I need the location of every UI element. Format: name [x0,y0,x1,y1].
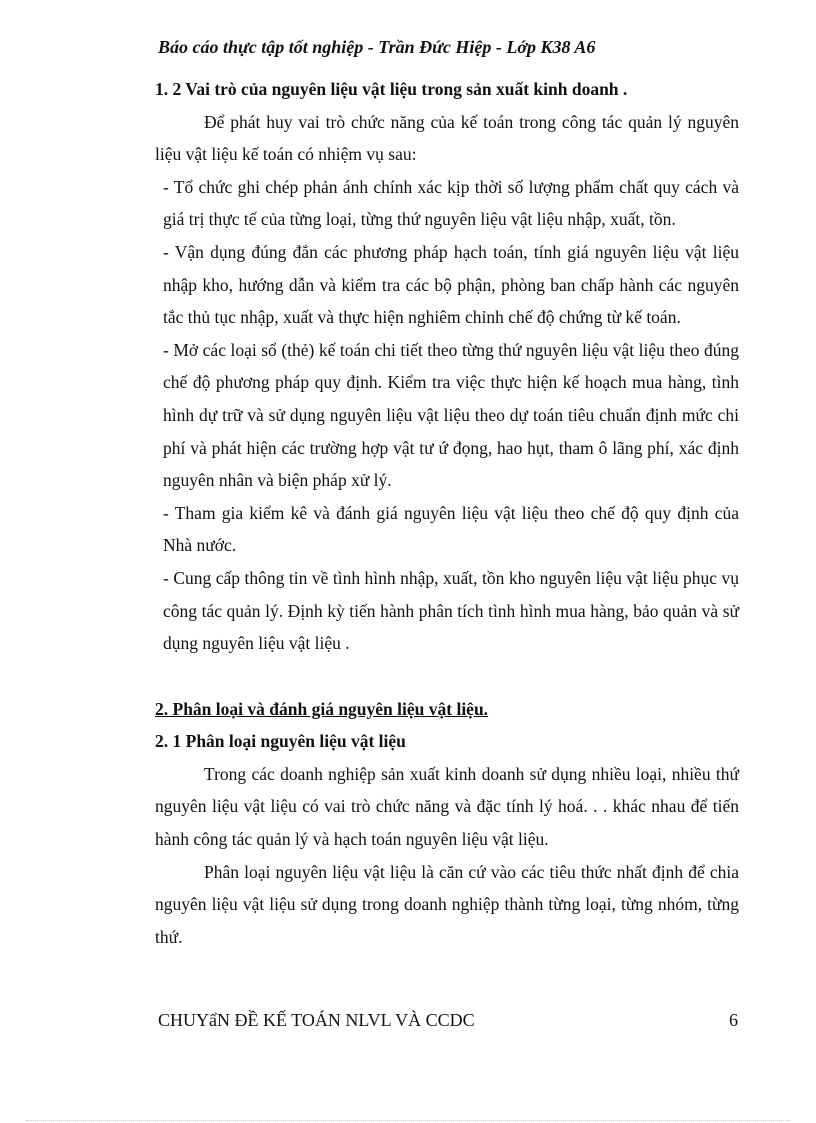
running-header: Báo cáo thực tập tốt nghiệp - Trần Đức Hiệp - Lớp K38 A6 [158,37,596,57]
page-number: 6 [729,1010,738,1030]
document-body [155,73,739,953]
section-heading-2-1: 2. 1 Phân loại nguyên liệu vật liệu [155,731,406,752]
section-spacer [155,660,739,693]
page-footer [158,1010,738,1031]
bullet-item: - Tổ chức ghi chép phản ánh chính xác kịp thời số lượng phẩm chất quy cách và giá trị thực tế của từng loại, từng thứ nguyên liệu vật liệu nhập, xuất, tồn. [163,176,739,230]
bullet-item: - Mở các loại sổ (thẻ) kế toán chi tiết theo từng thứ nguyên liệu vật liệu theo đúng chế độ phương pháp quy định. Kiểm tra việc thực hiện kế hoạch mua hàng, tình hình dự trữ và sử dụng nguyên liệu vật liệu theo dự toán tiêu chuẩn định mức chi phí và phát hiện các trường hợp vật tư ứ đọng, hao hụt, tham ô lãng phí, xác định nguyên nhân và biện pháp xử lý. [163,339,739,491]
bullet-item: - Tham gia kiểm kê và đánh giá nguyên liệu vật liệu theo chế độ quy định của Nhà nước. [163,502,739,556]
bullet-item: - Cung cấp thông tin về tình hình nhập, xuất, tồn kho nguyên liệu vật liệu phục vụ công tác quản lý. Định kỳ tiến hành phân tích tình hình mua hàng, bảo quản và sử dụng nguyên liệu vật liệu . [163,567,739,654]
bullet-item: - Vận dụng đúng đắn các phương pháp hạch toán, tính giá nguyên liệu vật liệu nhập kho, hướng dẫn và kiểm tra các bộ phận, phòng ban chấp hành các nguyên tắc thủ tục nhập, xuất và thực hiện nghiêm chỉnh chế độ chứng từ kế toán. [163,241,739,328]
footer-title: CHUYẩN ĐỀ KẾ TOÁN NLVL VÀ CCDC [158,1010,475,1030]
paragraph: Trong các doanh nghiệp sản xuất kinh doanh sử dụng nhiều loại, nhiều thứ nguyên liệu vật liệu có vai trò chức năng và đặc tính lý hoá. . . khác nhau để tiến hành công tác quản lý và hạch toán nguyên liệu vật liệu. [155,763,739,850]
paragraph: Phân loại nguyên liệu vật liệu là căn cứ vào các tiêu thức nhất định để chia nguyên liệu vật liệu sử dụng trong doanh nghiệp thành từng loại, từng nhóm, từng thứ. [155,861,739,947]
paragraph-intro: Để phát huy vai trò chức năng của kế toán trong công tác quản lý nguyên liệu vật liệu kế toán có nhiệm vụ sau: [155,111,739,165]
page-bottom-divider [26,1120,790,1121]
section-heading-1-2: 1. 2 Vai trò của nguyên liệu vật liệu trong sản xuất kinh doanh . [155,79,628,99]
section-heading-2: 2. Phân loại và đánh giá nguyên liệu vật liệu. [155,698,489,719]
